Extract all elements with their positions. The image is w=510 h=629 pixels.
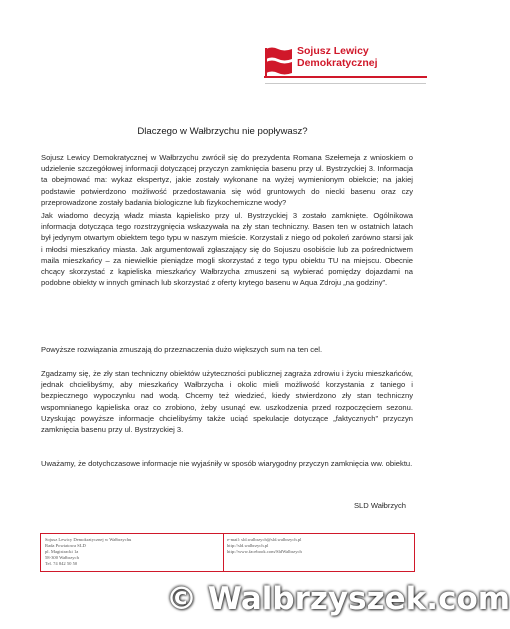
paragraph-5: Uważamy, że dotychczasowe informacje nie wyjaśniły w sposób wiarygodny przyczyn zamknięcia ww. obiektu.: [41, 459, 413, 468]
footer-website[interactable]: http://sld.walbrzych.pl: [227, 543, 269, 548]
document-title: Dlaczego w Wałbrzychu nie popływasz?: [137, 126, 308, 137]
logo-text: [297, 45, 378, 69]
paragraph-3: Powyższe rozwiązania zmuszają do przeznaczenia dużo większych sum na ten cel.: [41, 345, 323, 354]
logo-red-underline: [264, 76, 427, 78]
footer-email[interactable]: e-mail: sld.walbrzych@sld.walbrzych.pl: [227, 537, 302, 542]
footer-contact: [227, 537, 410, 555]
footer-address: [45, 537, 221, 567]
watermark: [122, 577, 510, 621]
footer-divider: [223, 534, 224, 571]
letterhead-footer: [40, 533, 415, 572]
footer-address-line: Tel. 74 842 50 50: [45, 561, 78, 566]
paragraph-4: Zgadzamy się, że zły stan techniczny obiektów użyteczności publicznej zagraża zdrowiu i życiu mieszkańców, jednak chcielibyśmy, aby mieszkańcy Wałbrzycha i okolic mieli możliwość korzystania z taniego i bezpiecznego wypoczynku nad wodą. Chcemy też wiedzieć, kiedy stwierdzono zły stan techniczny wspomnianego kąpieliska oraz co zrobiono, żeby usunąć ew. uszkodzenia przed rozpoczęciem sezonu. Uzyskując powyższe informacje chcielibyśmy także uciąć spekulacje dotyczące „faktycznych” przyczyn zamknięcia basenu przy ul. Bystrzyckiej 3.: [41, 369, 413, 435]
footer-address-line: 58-300 Wałbrzych: [45, 555, 79, 560]
footer-address-line: pl. Magistracki 1a: [45, 549, 79, 554]
flag-logo-icon: [264, 45, 294, 77]
logo-line-2: Demokratycznej: [297, 57, 378, 69]
signature: SLD Wałbrzych: [353, 501, 406, 510]
watermark-text: © Walbrzyszek.com: [166, 581, 510, 617]
footer-address-line: Rada Powiatowa SLD: [45, 543, 86, 548]
sld-logo: [264, 43, 424, 79]
paragraph-1: Sojusz Lewicy Demokratycznej w Wałbrzychu zwrócił się do prezydenta Romana Szełemeja z wnioskiem o udzielenie szczegółowej informacji dotyczącej przyczyn zamknięcia basenu przy ul. Bystrzyckiej 3. Informacja ta obejmować ma: wykaz ekspertyz, jakie zostały wykonane na wyżej wymienionym obiekcie; na jakiej podstawie potwierdzono możliwość przedostawania się wód gruntowych do niecki basenu oraz czy przeprowadzone zostały badania biologiczne lub fizykochemiczne wody?: [41, 153, 413, 207]
footer-facebook[interactable]: http://www.facebook.com/SldWalbrzych: [227, 549, 302, 554]
logo-grey-rule: [265, 83, 426, 84]
logo-line-1: Sojusz Lewicy: [297, 45, 369, 57]
footer-address-line: Sojusz Lewicy Demokratycznej w Wałbrzychu: [45, 537, 132, 542]
paragraph-2: Jak wiadomo decyzją władz miasta kąpielisko przy ul. Bystrzyckiej 3 zostało zamknięte. Ogólnikowa informacja dotycząca tego rozstrzygnięcia wskazywała na zły stan techniczny. Basen ten w ostatnich latach był jedynym otwartym obiektem tego typu w naszym mieście. Korzystali z niego od pokoleń zarówno starsi jak i młodsi mieszkańcy miasta. Jak argumentowali zgłaszający się do Sojuszu osobiście lub za pośrednictwem maila mieszkańcy – za niewielkie pieniądze mogli skorzystać z tego typu obiektu TU na miejscu. Obecnie chcący skorzystać z kąpieliska mieszkańcy Wałbrzycha zmuszeni są wybierać pomiędzy dojazdami na podobne obiekty w innych gminach lub skorzystać z oferty krytego basenu w Aqua Zdroju „na godziny”.: [41, 211, 413, 288]
